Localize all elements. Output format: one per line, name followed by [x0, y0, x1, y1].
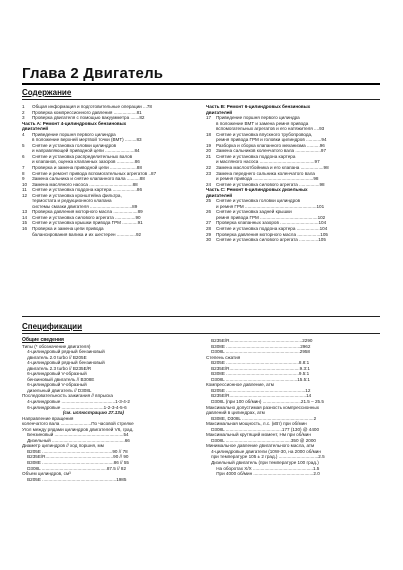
spec-line: (см. иллюстрацию 27.13а) [22, 410, 124, 416]
spec-line: B205E ..............................................................12 [206, 387, 311, 393]
toc-heading: Содержание [22, 88, 72, 97]
spec-line: D308L ...................................................350 @ 2000 [206, 437, 316, 443]
toc-entry-number: 30 [206, 237, 212, 243]
toc-entry-number: 16 [22, 226, 28, 232]
spec-line: давлений в цилиндрах, атм [206, 410, 265, 416]
spec-line: Максимально допустимая разность компрессионных [206, 404, 320, 410]
toc-entry-text: системы смазки двигателя .................................89 [32, 203, 138, 209]
spec-line: Последовательность зажигания // впрыска [22, 393, 113, 399]
toc-entry-number: 2 [22, 109, 25, 115]
toc-entry-number: 9 [22, 176, 25, 182]
toc-entry-text: и ремня привода ...............................................98 [216, 176, 319, 182]
toc-entry-text: Снятие и установка головки цилиндров [32, 142, 117, 148]
toc-entry-text: Снятие и установка силового агрегата ................90 [32, 214, 141, 220]
toc-entry[interactable] [206, 237, 380, 243]
toc-entry-text: и масляного насоса ...........................................97 [216, 159, 320, 165]
toc-entry-text: Замена сальников коленчатого вала ....................97 [216, 148, 327, 154]
toc-entry-number: 23 [206, 170, 212, 176]
toc-entry-text: Замена переднего сальника коленчатого вала [216, 170, 315, 176]
toc-entry-text: термостата и редукционного клапана [32, 198, 112, 204]
toc-entry-number: 19 [206, 142, 212, 148]
specs-column-right [206, 338, 380, 477]
toc-entry-text: Снятие и установка силового агрегата ...............105 [216, 237, 326, 243]
toc-entry-text: Приведение поршня первого цилиндра [216, 115, 300, 121]
toc-entry-number: 21 [206, 153, 212, 159]
toc-entry-text: и клапанов, оценка клапанных зазоров ..............86 [32, 159, 140, 165]
toc-entry-text: ремня привода ГРМ .............................................102 [216, 214, 326, 220]
toc-entry-text: Снятие и установка крышки привода ГРМ ............91 [32, 220, 143, 226]
spec-line: Максимальная мощность, л.с. (кВт) при об/мин [206, 421, 307, 427]
spec-line: Угол между рядами цилиндров двигателей V6, град. [22, 426, 134, 432]
toc-entry-number: 15 [22, 220, 28, 226]
toc-entry-number: 29 [206, 231, 212, 237]
spec-line: Направление вращения [22, 415, 74, 421]
toc-entry-text: Снятие и установка силового агрегата ................98 [216, 181, 325, 187]
spec-line: дизельный двигатель // D308L [22, 387, 92, 393]
toc-entry-text: вспомогательных агрегатов и его натяжителя ....93 [216, 126, 325, 132]
toc-entry-text: Проверка давления моторного масла ...................89 [32, 209, 143, 215]
specs-rule [22, 333, 380, 334]
spec-line: коленчатого вала ........................По часовой стрелке [22, 421, 134, 427]
spec-subheading: Общие сведения [22, 337, 64, 343]
spec-line: D308L ...................................................87.5 // 82 [22, 465, 126, 471]
specs-column-left [22, 338, 200, 482]
spec-line: 4-цилиндровый рядный бензиновый [22, 360, 105, 366]
toc-entry-number: 28 [206, 226, 212, 232]
spec-line: 6-цилиндровые .................................1-2-3-4-5-6 [22, 404, 127, 410]
toc-entry-number: 20 [206, 148, 212, 154]
toc-rule [22, 99, 380, 100]
toc-entry-text: Приведение поршня первого цилиндра [32, 131, 116, 137]
toc-entry-number: 10 [22, 181, 28, 187]
toc-entry-number: 6 [22, 153, 25, 159]
toc-entry-number: 1 [22, 104, 25, 109]
spec-line: двигатель 2.3 turbo // B235E/R [22, 365, 92, 371]
spec-line: D308L (при 100 об/мин) ..............................21.5 – 25.5 [206, 399, 324, 405]
title-rule [22, 83, 380, 85]
toc-entry-text: Проверка клапанных зазоров ..............................104 [216, 220, 327, 226]
spec-line: D308L ............................................177 (130) @ 4400 [206, 426, 320, 432]
toc-part-heading: двигателей [206, 192, 233, 198]
toc-entry-number: 4 [22, 131, 25, 137]
toc-entry[interactable] [22, 115, 200, 121]
toc-entry[interactable] [22, 232, 200, 238]
toc-entry-text: Замена масляного насоса ..................................88 [32, 181, 138, 187]
spec-line: На оборотах Х/Х ...............................................1.5 [206, 465, 320, 471]
toc-entry-text: Снятие и установка впускного трубопровода, [216, 131, 313, 137]
spec-line: 6-цилиндровый V-образный [22, 382, 87, 388]
toc-entry-text: Проверка давления моторного масла ..................105 [216, 231, 328, 237]
toc-part-heading: Часть В: Ремонт 6-цилиндровых бензиновых [206, 104, 311, 109]
toc-entry-text: Общая информация и подготовительные операции ...78 [32, 104, 152, 109]
toc-entry-number: 11 [22, 187, 27, 193]
toc-entry-text: Снятие и установка распределительных валов [32, 153, 133, 159]
toc-entry-text: Снятие и установка поддона картера ..................104 [216, 226, 328, 232]
toc-entry-text: в положение верхней мертвой точки (ВМТ) .........83 [32, 137, 142, 143]
toc-entry-text: балансирования валика и их шестерен ...............92 [32, 231, 142, 237]
spec-line: D308L ..........................................................2958 [206, 349, 310, 355]
toc-column-right [206, 104, 380, 243]
toc-part-heading: двигателей [206, 109, 233, 115]
spec-line: B308E ..........................................................2962 [206, 343, 311, 349]
specs-heading: Спецификации [22, 322, 83, 331]
toc-entry-number: 5 [22, 142, 25, 148]
toc-entry-number: 13 [22, 209, 28, 215]
spec-line: бензиновый двигатель // B308E [22, 376, 95, 382]
toc-part-heading: двигателей [22, 126, 49, 132]
toc-entry-number: 12 [22, 192, 28, 198]
spec-line: Типы (* обозначение двигателя) [22, 343, 91, 349]
toc-part-heading: Часть С: Ремонт 6-цилиндровых дизельных [206, 187, 308, 193]
toc-part-heading: Часть А: Ремонт 4-цилиндровых бензиновых [22, 120, 127, 126]
spec-line: Компрессионное давление, атм [206, 382, 274, 388]
toc-entry-number: 26 [206, 209, 212, 215]
toc-entry-number: 24 [206, 181, 212, 187]
spec-line: 6-цилиндровый V-образный [22, 371, 87, 377]
toc-entry-text: Снятие и установка кронштейна фильтра, [32, 192, 122, 198]
toc-entry-number: 18 [206, 131, 212, 137]
toc-entry-text: Проверка двигателя с помощью вакуумметра .......82 [32, 115, 145, 121]
toc-entry-text: Проверка и замена цепи привода [32, 226, 104, 232]
toc-entry-text: Замена маслоотбойника и его клапана ..................98 [216, 165, 329, 171]
spec-line: B308E, D308L ........................................................2 [206, 415, 317, 421]
toc-entry-text: ремня привода ГРМ и головки цилиндров ............94 [216, 137, 327, 143]
spec-line: Объем цилиндров, см³ [22, 471, 71, 477]
spec-line: при температуре 105 ± 2 град.) ...............................2.5 [206, 454, 325, 460]
toc-entry-text: Проверка и замена приводной цепи .....................88 [32, 165, 142, 171]
spec-line: B235E/R.......................................................9.3:1 [206, 365, 310, 371]
toc-entry-text: Снятие и ремонт привода вспомогательных агрегатов ..87 [32, 170, 157, 176]
toc-entry-number: 25 [206, 198, 212, 204]
toc-bottom-rule [22, 316, 380, 317]
spec-line: Степень сжатия [206, 354, 241, 360]
spec-line: B235E/R.........................................................2290 [206, 338, 313, 343]
toc-entry-text: и направляющей приводной цепи .......................84 [32, 148, 140, 154]
spec-line: 4-цилиндровые ..........................................1-3-4-2 [22, 399, 130, 405]
spec-line: B308E .........................................................9.5:1 [206, 371, 310, 377]
toc-entry-number: 14 [22, 214, 28, 220]
spec-line: Дизельный .........................................................66 [22, 437, 130, 443]
spec-line: B235E/R.....................................................90 // 90 [22, 454, 129, 460]
spec-line: 4-цилиндровый рядный бензиновый [22, 349, 105, 355]
toc-entry-text: Снятие и установка задней крышки [216, 209, 292, 215]
toc-entry-text: Разборка и сборка клапанного механизма ..........96 [216, 142, 325, 148]
spec-line: двигатель 2.0 turbo // B205E [22, 354, 87, 360]
spec-line: Минимальное давление двигательного масла, атм [206, 443, 315, 449]
spec-line: B205E .........................................................8.8:1 [206, 360, 310, 366]
spec-line: Дизельный двигатель (при температуре 100 град.) [206, 460, 319, 466]
toc-entry-number: 3 [22, 115, 25, 121]
toc-entry-text: Снятие и установка поддона картера ...................86 [32, 187, 143, 193]
toc-entry-text: и ремня ГРМ ........................................................101 [216, 203, 325, 209]
toc-entry-text: в положение ВМТ и замена ремня привода [216, 120, 309, 126]
spec-line: При 4000 об/мин ...............................................2.0 [206, 471, 320, 477]
toc-entry-number: 27 [206, 220, 212, 226]
toc-entry-number: 22 [206, 165, 212, 171]
spec-line: B205E ..........................................................1985 [22, 476, 127, 482]
spec-line: D308L ........................................................15.5:1 [206, 376, 310, 382]
toc-column-left [22, 104, 200, 237]
toc-entry-number: 7 [22, 165, 25, 171]
toc-entry-text: Снятие и установка головки цилиндров [216, 198, 301, 204]
toc-entry-text: Проверка компрессионного давления ..................81 [32, 109, 142, 115]
toc-entry-number: 8 [22, 170, 25, 176]
toc-entry-text: Снятие и установка поддона картера [216, 153, 296, 159]
toc-entry-text: Замена сальника и снятие клапанного вала ..........88 [32, 176, 145, 182]
spec-line: 4-цилиндровые двигатели (10W-30, на 2000 об/мин [206, 448, 321, 454]
spec-line: Максимальный крутящий момент, Нм при об/мин [206, 432, 311, 438]
toc-entry-number: 17 [206, 115, 212, 121]
spec-line: Бензиновый ......................................................54 [22, 432, 129, 438]
spec-line: B205E .......................................................90 // 78 [22, 448, 128, 454]
spec-line: B235E/R............................................................14 [206, 393, 312, 399]
chapter-title: Глава 2 Двигатель [22, 65, 164, 82]
spec-line: Диаметр цилиндров // ход поршня, мм [22, 443, 104, 449]
spec-line: B308E ........................................................86 // 55 [22, 460, 129, 466]
